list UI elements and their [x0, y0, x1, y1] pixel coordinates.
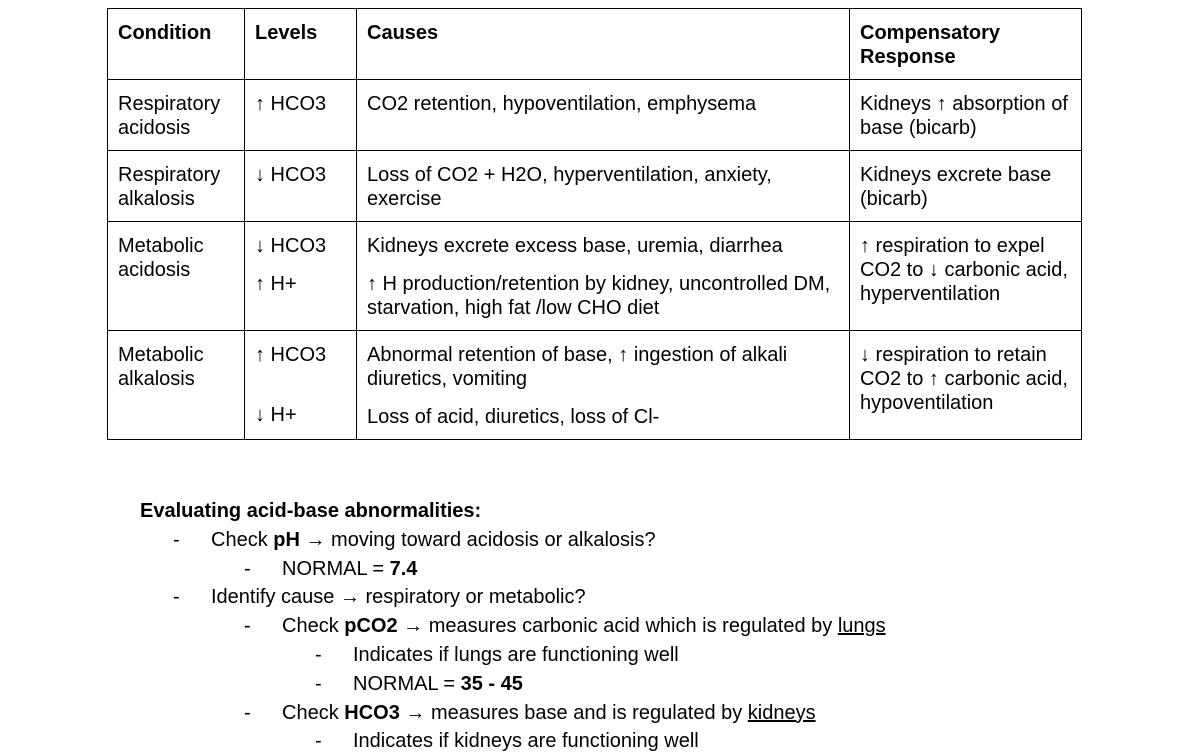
list-item-text: Indicates if lungs are functioning well [353, 643, 679, 666]
table-row [108, 151, 1082, 222]
cause-text: Kidneys excrete excess base, uremia, diarrhea [367, 235, 783, 257]
header-condition: Condition [108, 9, 245, 80]
response-cell: Kidneys ↑ absorption of base (bicarb) [850, 80, 1082, 151]
bullet-dash: - [244, 615, 251, 638]
list-item-text: NORMAL = 7.4 [282, 557, 418, 580]
spacer [367, 258, 839, 272]
list-item [140, 526, 1140, 555]
header-levels: Levels [245, 9, 357, 80]
notes-section [140, 497, 1140, 754]
levels-cell [245, 331, 357, 440]
cause-text: Abnormal retention of base, ↑ ingestion of alkali diuretics, vomiting [367, 344, 788, 390]
bullet-dash: - [173, 586, 180, 609]
bullet-dash: - [244, 557, 251, 580]
levels-cell [245, 222, 357, 331]
level-value: ↑ H+ [255, 273, 297, 295]
list-item-text: Indicates if kidneys are functioning well [353, 730, 699, 753]
response-cell: Kidneys excrete base (bicarb) [850, 151, 1082, 222]
level-value: ↓ H+ [255, 404, 297, 426]
spacer [255, 367, 346, 403]
list-item-text: NORMAL = 35 - 45 [353, 672, 523, 695]
list-item-text: Check pCO2 → measures carbonic acid which is regulated by lungs [282, 615, 886, 638]
acid-base-table [107, 8, 1082, 440]
condition-cell: Respiratory acidosis [108, 80, 245, 151]
list-item [140, 555, 1140, 584]
cause-text: CO2 retention, hypoventilation, emphysema [367, 93, 757, 115]
level-value: ↓ HCO3 [255, 235, 327, 257]
level-value: ↑ HCO3 [255, 93, 327, 115]
list-item [140, 612, 1140, 641]
condition-cell: Metabolic alkalosis [108, 331, 245, 440]
table-row [108, 80, 1082, 151]
causes-cell [357, 80, 850, 151]
list-item-text: Check HCO3 → measures base and is regulated by kidneys [282, 701, 816, 724]
header-compensatory-response: Compensatory Response [850, 9, 1082, 80]
levels-cell [245, 80, 357, 151]
table-row [108, 222, 1082, 331]
causes-cell [357, 222, 850, 331]
cause-text: Loss of CO2 + H2O, hyperventilation, anxiety, exercise [367, 164, 772, 210]
table-header-row [108, 9, 1082, 80]
bullet-dash: - [244, 701, 251, 724]
cause-text: Loss of acid, diuretics, loss of Cl- [367, 406, 660, 428]
response-cell: ↓ respiration to retain CO2 to ↑ carbonic acid, hypoventilation [850, 331, 1082, 440]
level-value: ↑ HCO3 [255, 344, 327, 366]
condition-cell: Metabolic acidosis [108, 222, 245, 331]
list-item [140, 670, 1140, 699]
cause-text: ↑ H production/retention by kidney, uncontrolled DM, starvation, high fat /low CHO diet [367, 273, 831, 319]
notes-heading: Evaluating acid-base abnormalities: [140, 500, 482, 522]
list-item-text: Identify cause → respiratory or metabolic? [211, 586, 586, 609]
bullet-dash: - [173, 528, 180, 551]
list-item [140, 699, 1140, 728]
condition-cell: Respiratory alkalosis [108, 151, 245, 222]
bullet-dash: - [315, 672, 322, 695]
levels-cell [245, 151, 357, 222]
list-item-text: Check pH → moving toward acidosis or alkalosis? [211, 528, 656, 551]
table-row [108, 331, 1082, 440]
list-item [140, 727, 1140, 754]
list-item [140, 641, 1140, 670]
list-item [140, 583, 1140, 612]
response-cell: ↑ respiration to expel CO2 to ↓ carbonic acid, hyperventilation [850, 222, 1082, 331]
bullet-dash: - [315, 730, 322, 753]
level-value: ↓ HCO3 [255, 164, 327, 186]
header-causes: Causes [357, 9, 850, 80]
causes-cell [357, 151, 850, 222]
bullet-dash: - [315, 643, 322, 666]
causes-cell [357, 331, 850, 440]
spacer [255, 258, 346, 272]
spacer [367, 391, 839, 405]
